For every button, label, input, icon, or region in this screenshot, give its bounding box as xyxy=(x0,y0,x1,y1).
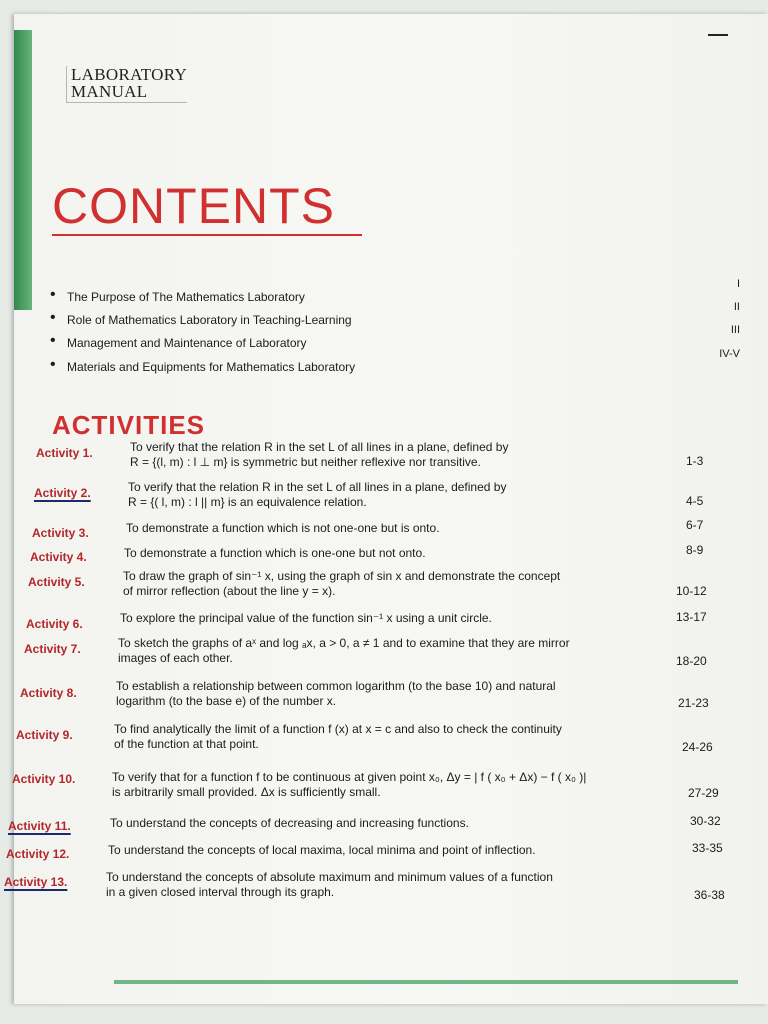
intro-item-page: IV-V xyxy=(719,348,740,360)
activity-line: To demonstrate a function which is not one-one but is onto. xyxy=(126,521,440,535)
green-spine-edge xyxy=(14,30,32,310)
bottom-green-strip xyxy=(114,980,738,984)
activity-pages: 6-7 xyxy=(686,518,704,532)
activity-label: Activity 3. xyxy=(32,526,89,540)
activity-description xyxy=(108,843,536,858)
activity-pages: 13-17 xyxy=(676,610,707,624)
intro-item-label: Role of Mathematics Laboratory in Teaching-Learning xyxy=(67,313,352,327)
activity-description xyxy=(118,636,570,666)
activity-line: To verify that the relation R in the set L of all lines in a plane, defined by xyxy=(128,480,507,494)
intro-item-page: I xyxy=(736,278,740,290)
manual-header xyxy=(66,66,187,103)
activity-line: To draw the graph of sin⁻¹ x, using the graph of sin x and demonstrate the concept xyxy=(123,569,561,583)
activity-label: Activity 9. xyxy=(16,728,73,742)
activity-description xyxy=(126,521,440,536)
activity-line: To sketch the graphs of aˣ and log ₐx, a > 0, a ≠ 1 and to examine that they are mirror xyxy=(118,636,570,650)
activity-description xyxy=(110,816,469,831)
activity-pages: 4-5 xyxy=(686,494,704,508)
activity-pages: 18-20 xyxy=(676,654,707,668)
activity-line: To understand the concepts of decreasing and increasing functions. xyxy=(110,816,469,830)
activity-line: To establish a relationship between common logarithm (to the base 10) and natural xyxy=(116,679,556,693)
activity-description xyxy=(116,679,556,709)
activity-label: Activity 8. xyxy=(20,686,77,700)
activity-line: R = {(l, m) : l ⊥ m} is symmetric but neither reflexive nor transitive. xyxy=(130,455,481,469)
activity-pages: 36-38 xyxy=(694,888,725,902)
activity-description xyxy=(114,722,562,752)
activity-line: of the function at that point. xyxy=(114,737,259,751)
activity-line: To verify that for a function f to be continuous at given point x₀, Δy = | f ( x₀ + Δx) − f ( x₀ )| xyxy=(112,770,587,784)
activity-pages: 8-9 xyxy=(686,543,704,557)
activity-label: Activity 5. xyxy=(28,575,85,589)
activity-label: Activity 6. xyxy=(26,617,83,631)
activity-line: To explore the principal value of the function sin⁻¹ x using a unit circle. xyxy=(120,611,492,625)
activity-line: of mirror reflection (about the line y = x). xyxy=(123,584,336,598)
activity-pages: 24-26 xyxy=(682,740,713,754)
activity-line: To find analytically the limit of a function f (x) at x = c and also to check the continuity xyxy=(114,722,562,736)
activity-label: Activity 11. xyxy=(8,819,71,833)
activity-label: Activity 7. xyxy=(24,642,81,656)
activity-line: images of each other. xyxy=(118,651,233,665)
activity-label: Activity 2. xyxy=(34,486,91,500)
activity-description xyxy=(120,611,492,626)
activity-pages: 1-3 xyxy=(686,454,704,468)
intro-item-page: II xyxy=(733,301,740,313)
activity-pages: 27-29 xyxy=(688,786,719,800)
activity-line: R = {( l, m) : l || m} is an equivalence relation. xyxy=(128,495,367,509)
activity-label: Activity 4. xyxy=(30,550,87,564)
activities-heading: ACTIVITIES xyxy=(52,410,206,440)
activity-line: To understand the concepts of absolute maximum and minimum values of a function xyxy=(106,870,553,884)
activity-description xyxy=(106,870,553,900)
activity-label: Activity 13. xyxy=(4,875,68,889)
bullet-icon: • xyxy=(50,309,56,326)
intro-item-page: III xyxy=(730,324,740,336)
intro-item-label: The Purpose of The Mathematics Laboratory xyxy=(67,290,305,304)
activity-line: To verify that the relation R in the set L of all lines in a plane, defined by xyxy=(130,440,509,454)
bullet-icon: • xyxy=(50,332,56,349)
intro-item-label: Materials and Equipments for Mathematics Laboratory xyxy=(67,360,356,374)
header-line-2: MANUAL xyxy=(71,82,148,101)
activity-label: Activity 12. xyxy=(6,847,70,861)
activity-pages: 30-32 xyxy=(690,814,721,828)
activity-line: is arbitrarily small provided. Δx is sufficiently small. xyxy=(112,785,381,799)
activity-line: To understand the concepts of local maxima, local minima and point of inflection. xyxy=(108,843,536,857)
activity-line: To demonstrate a function which is one-one but not onto. xyxy=(124,546,426,560)
contents-underline xyxy=(52,234,362,236)
activity-label: Activity 10. xyxy=(12,772,76,786)
activity-description xyxy=(130,440,508,470)
activity-line: logarithm (to the base e) of the number x. xyxy=(116,694,337,708)
activity-pages: 33-35 xyxy=(692,841,723,855)
activity-label: Activity 1. xyxy=(36,446,93,460)
intro-item-label: Management and Maintenance of Laboratory xyxy=(67,336,307,350)
activity-description xyxy=(128,480,506,510)
activity-pages: 10-12 xyxy=(676,584,707,598)
top-edge-mark xyxy=(708,34,728,36)
activity-description xyxy=(123,569,560,599)
bullet-icon: • xyxy=(50,286,56,303)
activity-pages: 21-23 xyxy=(678,696,709,710)
header-line-1: LABORATORY xyxy=(71,65,188,84)
activity-line: in a given closed interval through its graph. xyxy=(106,885,335,899)
activity-description xyxy=(124,546,426,561)
contents-title: CONTENTS xyxy=(52,178,335,234)
manual-page xyxy=(4,14,768,1004)
activity-description xyxy=(112,770,586,800)
bullet-icon: • xyxy=(50,356,56,373)
